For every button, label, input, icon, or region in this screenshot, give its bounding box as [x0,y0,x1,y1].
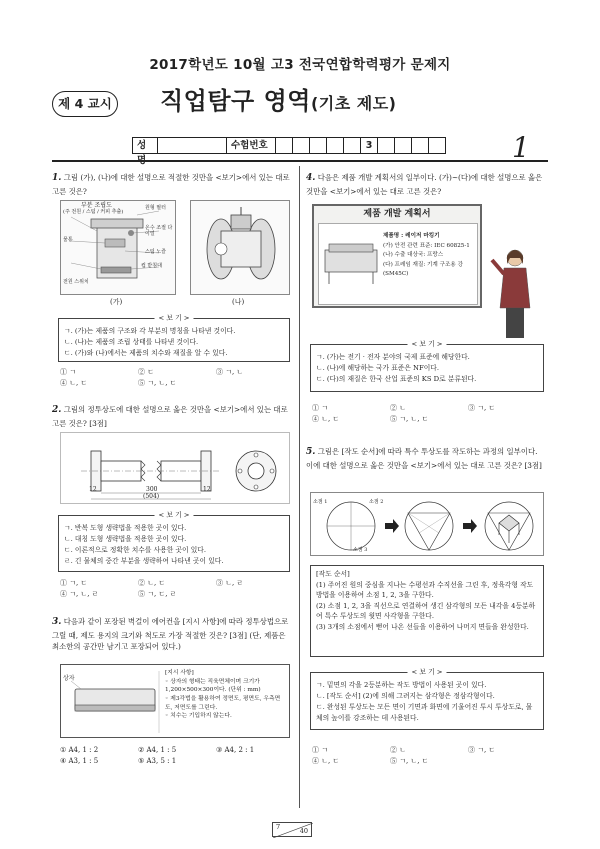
q5-number: 5. [306,447,316,457]
name-label: 성명 [132,137,158,154]
q5-step: (3) 3개의 소점에서 뻗어 나온 선들을 이용하여 나머지 면들을 완성한다. [316,622,529,631]
q3-choice-1[interactable]: ① A4, 1 : 2 [60,746,99,754]
q5-bogi-item: ㄷ. 완성된 투상도는 모든 면이 기면과 화면에 기울어진 투시 투상도로, 물체의 높이를 강조하는 데 사용된다. [316,702,533,722]
q2-choice-5[interactable]: ⑤ ㄱ, ㄷ, ㄹ [138,590,177,599]
q4-plan-item: (가) 안전 관련 표준: IEC 60825-1 [383,242,470,249]
q2-bogi-title: < 보 기 > [154,510,193,521]
page-number: 1 [512,131,530,164]
q1-bogi-box [58,314,290,362]
q5-text: 그림은 [작도 순서]에 따라 특수 투상도를 작도하는 과정의 일부이다. 이에 대한 설명으로 옳은 것만을 <보기>에서 있는 대로 고른 것은? [3점] [306,447,542,470]
q4-choice-3[interactable]: ③ ㄱ, ㄷ [468,404,496,412]
q4-plan-item: 제품명 : 레이저 마킹기 [383,233,440,239]
q3-instr-item: ◦ 치수는 기입하지 않는다. [165,713,232,720]
q5-bogi-title: < 보 기 > [407,667,446,678]
q2-dim-504: (504) [143,493,160,500]
q1-label-sub: (주 전원 / 스팀 / 커피 추출) [63,209,124,215]
q2-bogi-item: ㄹ. 긴 물체의 중간 부분을 생략하여 나타낸 곳이 있다. [64,556,224,565]
construction-steps-drawing [311,493,545,557]
q2-choice-4[interactable]: ④ ㄱ, ㄴ, ㄹ [60,590,99,599]
q1-bogi-item: ㄴ. (나)는 제품의 조립 상태를 나타낸 것이다. [64,337,199,346]
q4-plan-board [312,204,482,308]
name-field[interactable] [157,137,227,154]
q4-choice-2[interactable]: ② ㄴ [390,404,406,412]
q4-choice-1[interactable]: ① ㄱ [312,404,328,412]
q1-label-cup: 컵 받침대 [141,263,162,269]
q2-choice-3[interactable]: ③ ㄴ, ㄹ [216,579,244,587]
q5-vp-3: 소점 3 [353,547,368,553]
q1-label-tank: 물통 [63,237,73,243]
exam-title: 2017학년도 10월 고3 전국연합학력평가 문제지 [149,57,451,73]
q5-choice-5[interactable]: ⑤ ㄱ, ㄴ, ㄷ [390,757,429,766]
q2-text: 그림의 정투상도에 대한 설명으로 옳은 것만을 <보기>에서 있는 대로 고른 것은? [3점] [52,405,288,428]
q4-bogi-item: ㄱ. (가)는 전기 · 전자 분야의 국제 표준에 해당한다. [316,353,470,361]
header-rule [52,160,548,162]
q3-text: 다음과 같이 포장된 벽걸이 에어컨을 [지시 사항]에 따라 정투상법으로 그릴 때, 제도 용지의 크기와 척도로 가장 적절한 것은? [3점] (단, 제품은 최소한의 공간만 남기고 포장되어 있다.) [52,617,289,651]
exam-no-digit: 3 [360,137,378,154]
q5-choice-2[interactable]: ② ㄴ [390,746,406,754]
exam-no-label: 수험번호 [226,137,276,154]
q5-figure [310,492,544,556]
column-divider [299,166,300,808]
q5-step: (1) 주어진 원의 중심을 지나는 수평선과 수직선을 그린 후, 정육각형 작도 방법을 이용하여 소점 1, 2, 3을 구한다. [316,580,534,600]
q1-choice-3[interactable]: ③ ㄱ, ㄴ [216,368,244,376]
q2-number: 2. [52,405,62,415]
q1-figure-b-caption: (나) [232,298,245,306]
q1-bogi-title: < 보 기 > [154,313,193,324]
q3-instr-title: [지시 사항] [165,670,194,676]
q5-step: (2) 소점 1, 2, 3을 직선으로 연결하여 생긴 삼각형의 모든 내각을 4등분하여 특수 투상도의 윗면 사각형을 구한다. [316,601,536,621]
q5-bogi-item: ㄴ. [작도 순서] (2)에 의해 그려지는 삼각형은 정삼각형이다. [316,691,495,700]
q4-board-title: 제품 개발 계획서 [363,209,431,219]
q5-steps-title: [작도 순서] [316,570,350,578]
q1-label-steam: 스팀 노즐 [145,249,166,255]
q3-instr-item: ◦ 제3각법을 활용하여 정면도, 평면도, 우측면도, 저면도를 그린다. [165,696,281,711]
q4-choices [312,403,546,425]
q4-bogi-title: < 보 기 > [407,339,446,350]
q5-vp-1: 소점 1 [313,499,328,505]
q3-instructions [165,669,287,721]
q5-vp-2: 소점 2 [369,499,384,505]
exam-no-box[interactable] [275,137,293,154]
q1-choices [60,367,294,389]
q1-number: 1. [52,173,62,183]
q5-choice-3[interactable]: ③ ㄱ, ㄷ [468,746,496,754]
page-counter [272,822,312,837]
q5-stem [306,446,546,471]
q2-choices [60,578,294,600]
q3-choice-5[interactable]: ⑤ A3, 5 : 1 [138,757,177,766]
subject-title [160,84,397,119]
q3-figure [60,664,290,738]
q1-text: 그림 (가), (나)에 대한 설명으로 적절한 것만을 <보기>에서 있는 대로 고른 것은? [52,173,290,196]
exam-no-box[interactable] [428,137,446,154]
q4-plan-item: (나) 수출 대상국: 프랑스 [383,252,444,258]
q4-bogi-item: ㄴ. (나)에 해당하는 국가 표준은 NF이다. [316,363,440,372]
q3-instr-item: ◦ 상자의 형태는 직육면체이며 크기가 1,200×500×300이다. (단위 : mm) [165,678,261,694]
q2-bogi-item: ㄷ. 이론적으로 정확한 치수를 사용한 곳이 있다. [64,545,207,554]
q3-choice-2[interactable]: ② A4, 1 : 5 [138,746,177,754]
q5-choice-4[interactable]: ④ ㄴ, ㄷ [312,757,340,766]
subject-name: 직업탐구 영역 [160,87,311,115]
presenter-illustration [490,246,540,346]
q5-bogi-box [310,668,544,730]
q5-choice-1[interactable]: ① ㄱ [312,746,328,754]
q1-label-assembly: 부분 조립도 [81,202,112,209]
exam-no-box[interactable] [411,137,429,154]
q1-label-filter: 원형 필터 [145,205,166,211]
q1-figure-b [190,200,290,295]
exam-no-box[interactable] [309,137,327,154]
q4-board-inner [318,223,478,305]
q4-choice-4[interactable]: ④ ㄴ, ㄷ [312,415,340,424]
q4-number: 4. [306,173,316,183]
exam-no-box[interactable] [377,137,395,154]
q1-label-dial: 온수 조절 다이얼 [145,225,173,237]
q4-plan-item: (다) 프레임 재질: 기계 구조용 강 (SM45C) [383,261,463,277]
laser-marker-drawing [321,240,381,290]
q4-bogi-item: ㄷ. (다)의 재질은 한국 산업 표준의 KS D로 분류된다. [316,374,477,383]
q2-bogi-item: ㄱ. 반복 도형 생략법을 적용한 곳이 있다. [64,524,187,532]
total-pages: 40 [299,826,308,835]
q4-choice-5[interactable]: ⑤ ㄱ, ㄴ, ㄷ [390,415,429,424]
exam-no-box[interactable] [343,137,361,154]
current-page: 7 [276,823,281,831]
q2-dim-right: 12 [203,486,211,493]
q4-text: 다음은 제품 개발 계획서의 일부이다. (가)~(다)에 대한 설명으로 옳은 것만을 <보기>에서 있는 대로 고른 것은? [306,173,543,196]
q2-choice-1[interactable]: ① ㄱ, ㄷ [60,579,88,587]
q3-choices [60,745,294,767]
q1-choice-4[interactable]: ④ ㄴ, ㄷ [60,379,88,388]
q2-figure [60,432,290,504]
q1-choice-5[interactable]: ⑤ ㄱ, ㄴ, ㄷ [138,379,177,388]
assembly-drawing [191,201,291,296]
q3-choice-4[interactable]: ④ A3, 1 : 5 [60,757,99,766]
q1-label-power: 전원 스위치 [63,279,89,285]
q3-box-label: 상자 [63,675,75,682]
q2-bogi-item: ㄴ. 대칭 도형 생략법을 적용한 곳이 있다. [64,534,187,543]
q3-stem [52,616,292,652]
q5-bogi-item: ㄱ. 밑면의 각을 2등분하는 작도 방법이 사용된 곳이 있다. [316,681,487,689]
q3-choice-3[interactable]: ③ A4, 2 : 1 [216,746,255,754]
exam-no-box[interactable] [326,137,344,154]
q1-figure-a-caption: (가) [110,298,123,306]
q2-dim-300: 300 [146,486,158,493]
student-id-row [133,137,446,166]
q2-choice-2[interactable]: ② ㄴ, ㄷ [138,579,166,587]
q4-bogi-box [310,340,544,392]
q1-choice-1[interactable]: ① ㄱ [60,368,76,376]
q3-number: 3. [52,617,62,627]
q1-bogi-item: ㄱ. (가)는 제품의 구조와 각 부분의 명칭을 나타낸 것이다. [64,327,236,335]
q4-plan-list [383,232,479,280]
q2-dim-left: 12 [89,486,97,493]
q2-stem [52,404,292,429]
q1-bogi-item: ㄷ. (가)와 (나)에서는 제품의 치수와 재질을 알 수 있다. [64,348,228,357]
q5-choices [312,745,546,767]
period-badge: 제 4 교시 [52,91,118,117]
q1-figure-a [60,200,176,295]
q1-choice-2[interactable]: ② ㄷ [138,368,154,376]
subject-sub: (기초 제도) [310,94,397,113]
q1-stem [52,172,292,197]
exam-no-box[interactable] [292,137,310,154]
q2-bogi-box [58,511,290,572]
q4-stem [306,172,546,197]
q5-steps-box [310,565,544,657]
exam-no-box[interactable] [394,137,412,154]
